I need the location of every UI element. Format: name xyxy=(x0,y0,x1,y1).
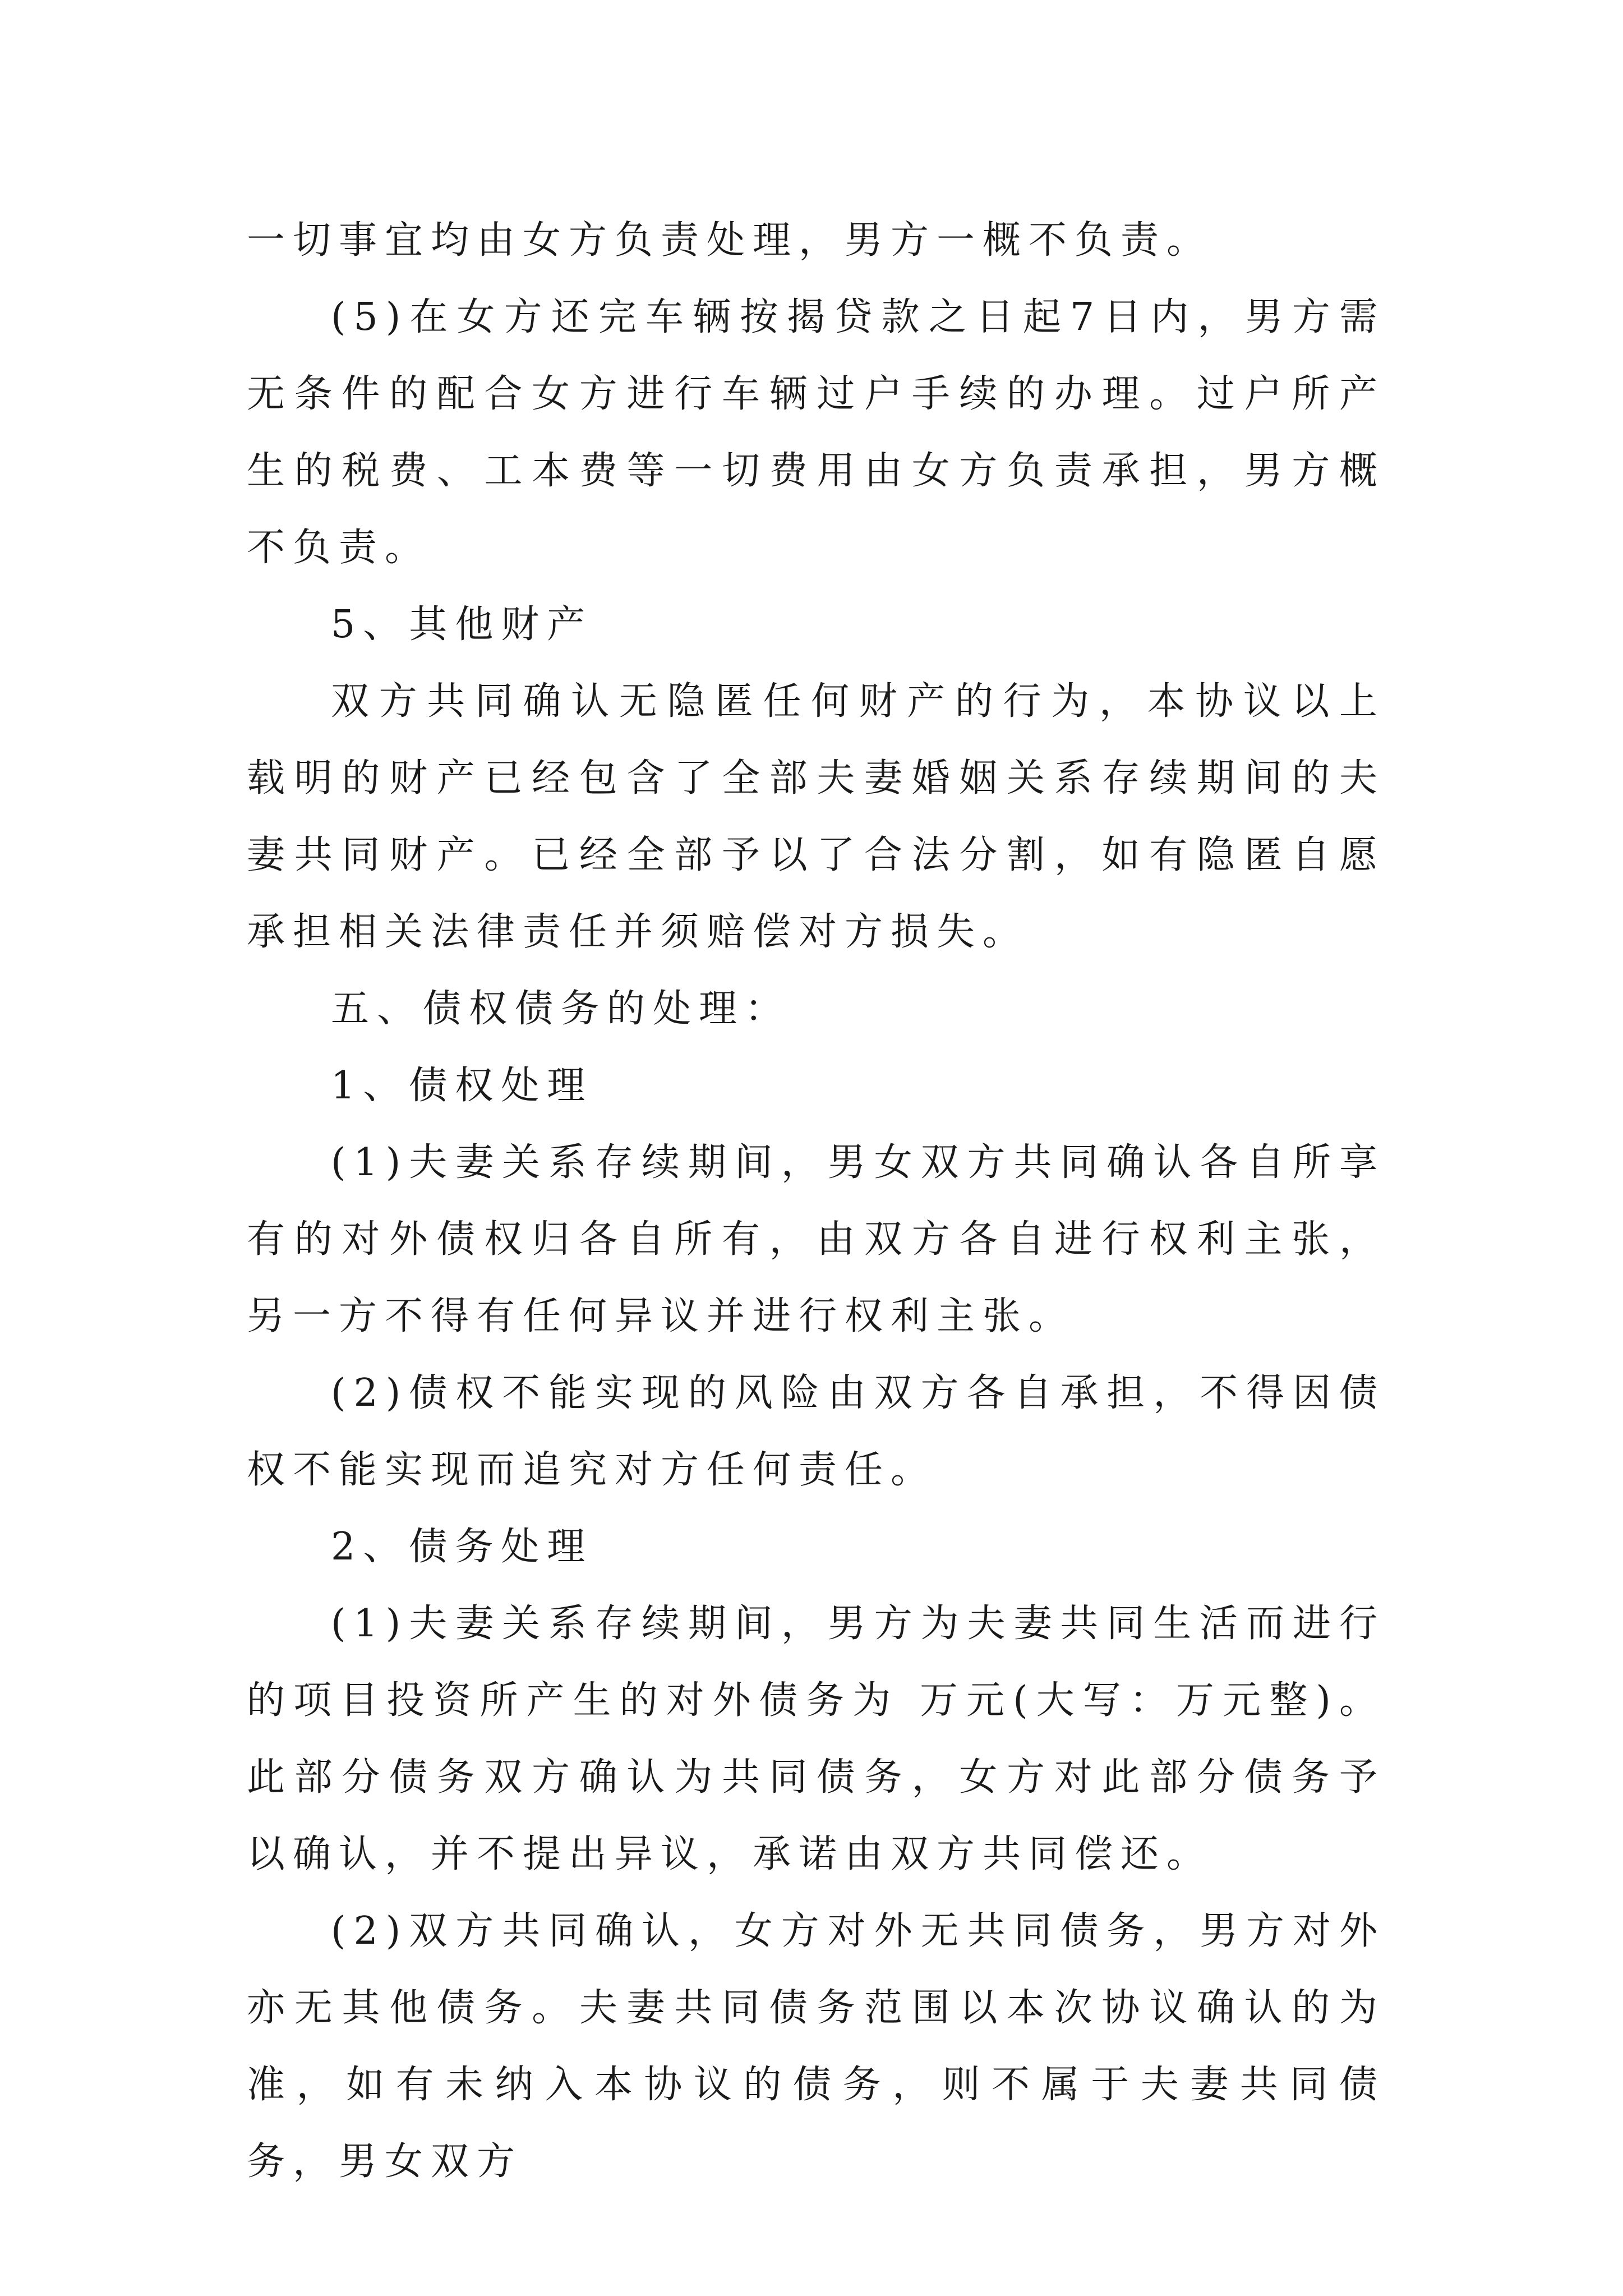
document-body xyxy=(247,202,1385,2200)
paragraph-vehicle-transfer: (5)在女方还完车辆按揭贷款之日起7日内，男方需无条件的配合女方进行车辆过户手续的办理。过户所产生的税费、工本费等一切费用由女方负责承担，男方概不负责。 xyxy=(247,295,1385,570)
heading-other-property: 5、其他财产 xyxy=(331,602,593,647)
paragraph-debts-2: (2)双方共同确认，女方对外无共同债务，男方对外亦无其他债务。夫妻共同债务范围以本次协议确认的为准，如有未纳入本协议的债务，则不属于夫妻共同债务，男女双方 xyxy=(247,1909,1385,2184)
heading-debts: 2、债务处理 xyxy=(331,1525,593,1569)
heading-claims: 1、债权处理 xyxy=(331,1064,593,1108)
paragraph-continuation: 一切事宜均由女方负责处理，男方一概不负责。 xyxy=(247,218,1213,263)
paragraph-debts-1: (1)夫妻关系存续期间，男方为夫妻共同生活而进行的项目投资所产生的对外债务为 万元(大写：万元整)。此部分债务双方确认为共同债务，女方对此部分债务予以确认，并不提出异议，承诺由双方共同偿还。 xyxy=(247,1602,1385,1876)
heading-claims-debts: 五、债权债务的处理： xyxy=(331,987,791,1031)
paragraph-no-concealment: 双方共同确认无隐匿任何财产的行为，本协议以上载明的财产已经包含了全部夫妻婚姻关系存续期间的夫妻共同财产。已经全部予以了合法分割，如有隐匿自愿承担相关法律责任并须赔偿对方损失。 xyxy=(247,679,1385,954)
paragraph-claims-2: (2)债权不能实现的风险由双方各自承担，不得因债权不能实现而追究对方任何责任。 xyxy=(247,1371,1385,1492)
paragraph-claims-1: (1)夫妻关系存续期间，男女双方共同确认各自所享有的对外债权归各自所有，由双方各自进行权利主张，另一方不得有任何异议并进行权利主张。 xyxy=(247,1140,1385,1338)
